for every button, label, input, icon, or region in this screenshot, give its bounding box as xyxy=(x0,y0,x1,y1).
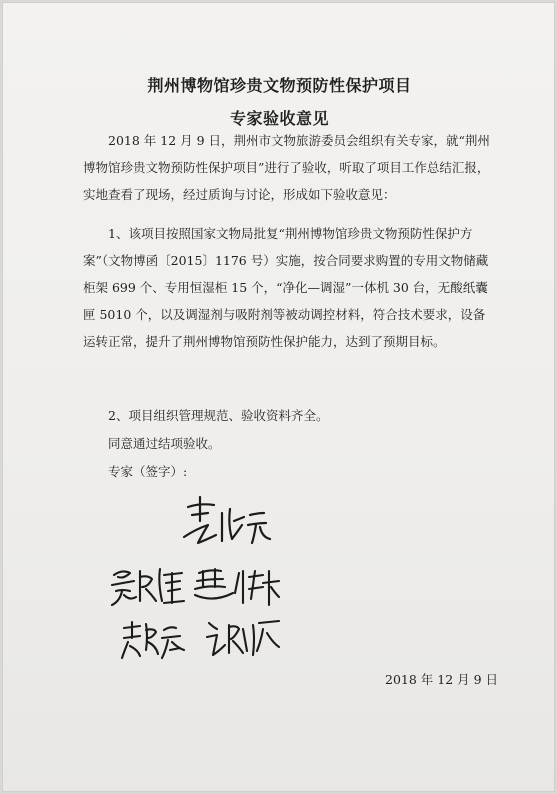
document-date: 2018 年 12 月 9 日 xyxy=(385,672,499,687)
item-2-line: 2、项目组织管理规范、验收资料齐全。 xyxy=(108,408,329,423)
document-title: 荆州博物馆珍贵文物预防性保护项目 xyxy=(147,76,412,95)
item-1-paragraph: 1、该项目按照国家文物局批复“荆州博物馆珍贵文物预防性保护方案”（文物博函〔2015〕1176 号）实施，按合同要求购置的专用文物储藏柜架 699 个、专用恒湿柜 15 个，“净化—调湿”一体机 30 台，无酸纸囊匣 5010 个，以及调湿剂与吸附剂等被动调控材料，符合技术要求，设备运转正常，提升了荆州博物馆预防性保护能力，达到了预期目标。 xyxy=(83,226,489,349)
signature-1 xyxy=(178,491,273,553)
signature-label: 专家（签字）: xyxy=(108,464,188,479)
intro-paragraph: 2018 年 12 月 9 日，荆州市文物旅游委员会组织有关专家，就“荆州博物馆珍贵文物预防性保护项目”进行了验收，听取了项目工作总结汇报，实地查看了现场，经过质询与讨论，形成如下验收意见： xyxy=(83,133,490,202)
conclusion-line: 同意通过结项验收。 xyxy=(108,436,221,451)
signature-4 xyxy=(118,616,188,664)
signature-2 xyxy=(108,561,188,611)
signature-3 xyxy=(189,563,284,611)
document-page xyxy=(2,2,555,792)
signature-5 xyxy=(203,615,283,663)
document-subtitle: 专家验收意见 xyxy=(229,109,329,128)
